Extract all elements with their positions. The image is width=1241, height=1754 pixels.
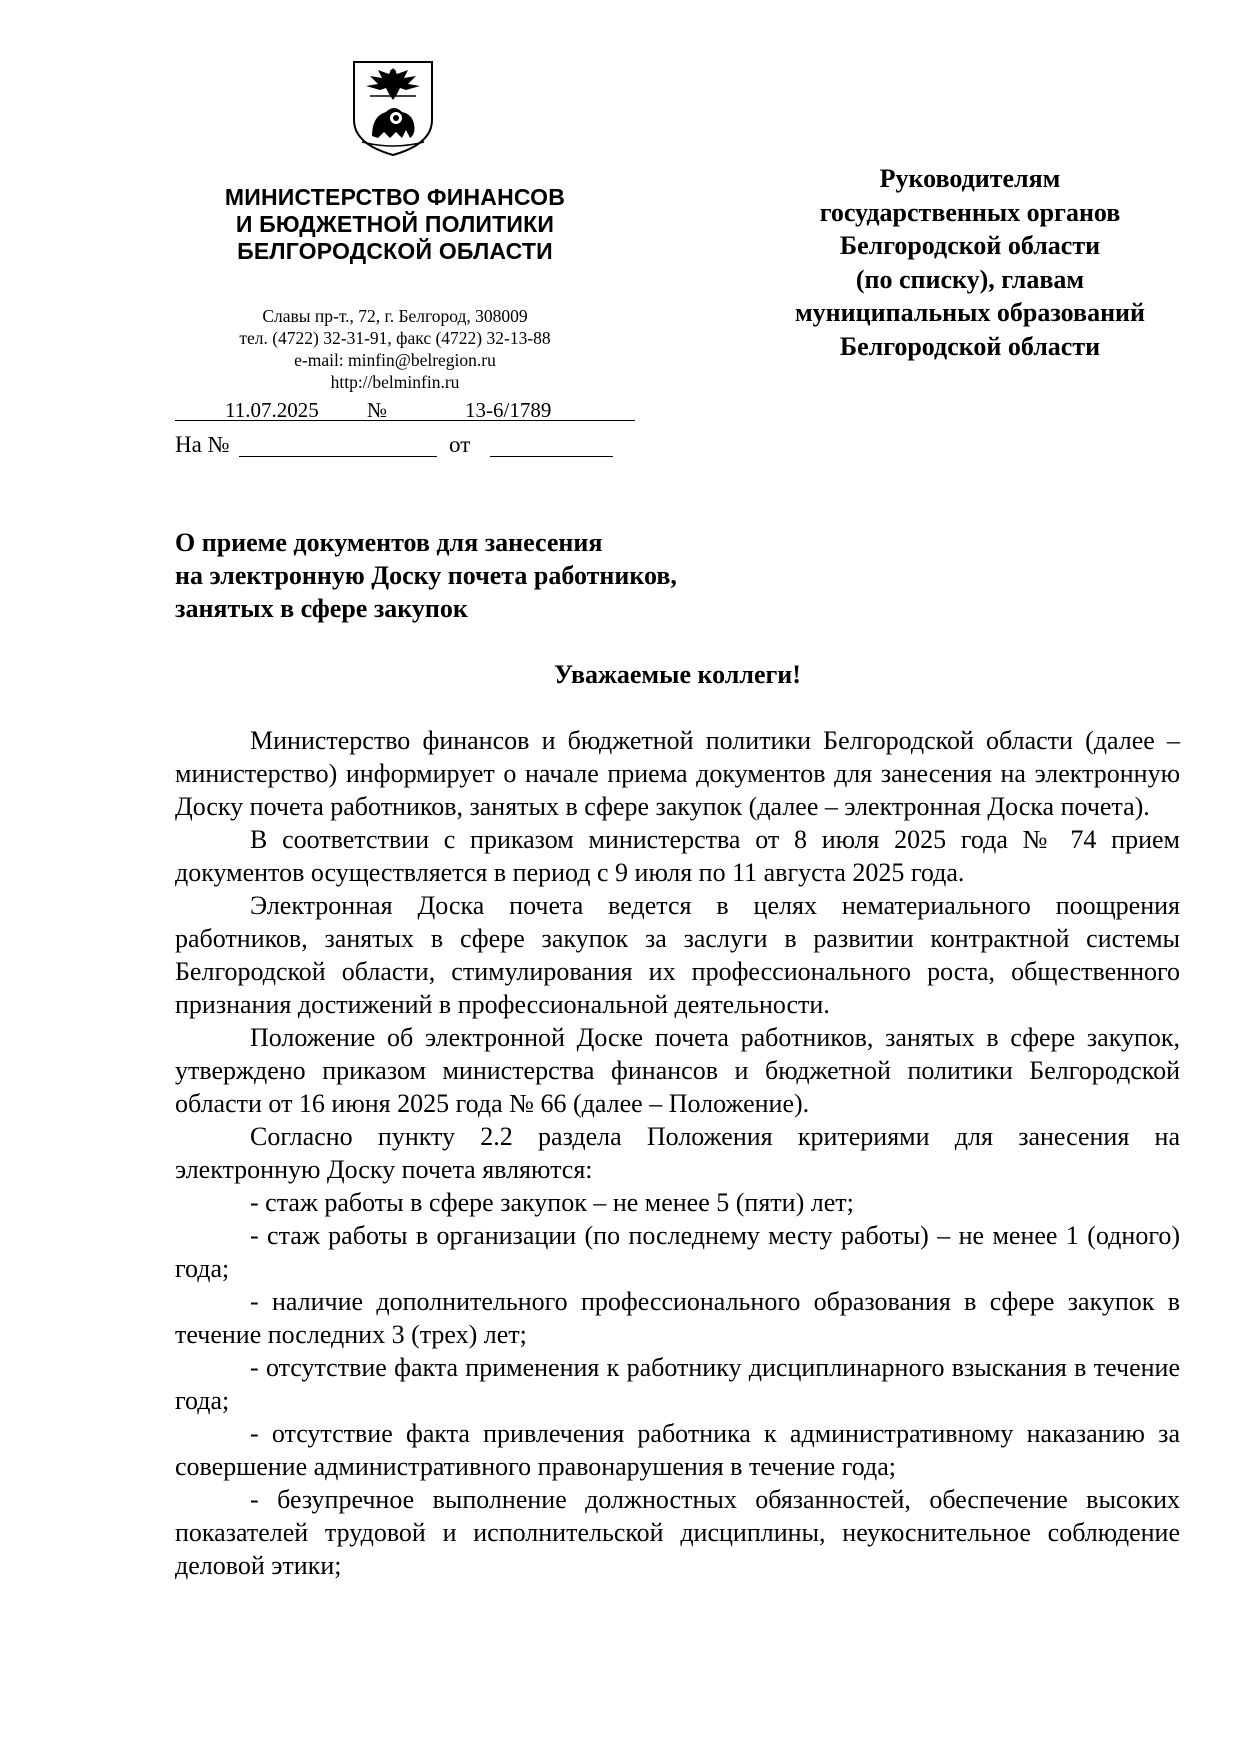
document-date: 11.07.2025 xyxy=(225,398,319,422)
paragraph: Положение об электронной Доске почета работников, занятых в сфере закупок, утверждено приказом министерства финансов и бюджетной политики Белгородской области от 16 июня 2025 года № 66 (далее – Положение). xyxy=(175,1023,1180,1118)
reply-number-label: На № xyxy=(175,432,230,457)
paragraph: Электронная Доска почета ведется в целях нематериального поощрения работников, занятых в сфере закупок за заслуги в развитии контрактной системы Белгородской области, стимулирования их профессионального роста, общественного признания достижений в профессиональной деятельности. xyxy=(175,891,1180,1019)
website: http://belminfin.ru xyxy=(330,372,460,392)
reply-number-blank xyxy=(239,456,437,457)
coat-of-arms-icon xyxy=(350,58,436,158)
document-number: 13-6/1789 xyxy=(465,398,552,422)
phone: тел. (4722) 32-31-91, факс (4722) 32-13-88 xyxy=(239,328,551,348)
criteria-item: - наличие дополнительного профессионального образования в сфере закупок в течение последних 3 (трех) лет; xyxy=(175,1287,1180,1349)
criteria-item: - отсутствие факта применения к работнику дисциплинарного взыскания в течение года; xyxy=(175,1353,1180,1415)
paragraph: В соответствии с приказом министерства от 8 июля 2025 года № 74 прием документов осуществляется в период с 9 июля по 11 августа 2025 года. xyxy=(175,825,1180,887)
reply-date-blank xyxy=(490,456,613,457)
letter-body xyxy=(175,724,1180,1582)
addressee: Руководителям государственных органов Белгородской области (по списку), главам муниципальных образований Белгородской области xyxy=(794,164,1146,361)
address: Славы пр-т., 72, г. Белгород, 308009 xyxy=(262,306,528,326)
reply-reference-line xyxy=(175,432,635,460)
email: e-mail: minfin@belregion.ru xyxy=(294,350,496,370)
contact-block xyxy=(190,305,600,393)
number-sign: № xyxy=(367,398,388,422)
criteria-item: - стаж работы в организации (по последнему месту работы) – не менее 1 (одного) года; xyxy=(175,1221,1180,1283)
subject: О приеме документов для занесения на электронную Доску почета работников, занятых в сфере закупок xyxy=(175,528,677,623)
paragraph: Министерство финансов и бюджетной политики Белгородской области (далее – министерство) информирует о начале приема документов для занесения на электронную Доску почета работников, занятых в сфере закупок (далее – электронная Доска почета). xyxy=(175,726,1180,821)
registration-line xyxy=(175,398,635,424)
criteria-item: - безупречное выполнение должностных обязанностей, обеспечение высоких показателей трудовой и исполнительской дисциплины, неукоснительное соблюдение деловой этики; xyxy=(175,1485,1180,1580)
paragraph: Согласно пункту 2.2 раздела Положения критериями для занесения на электронную Доску почета являются: xyxy=(175,1122,1180,1184)
greeting: Уважаемые коллеги! xyxy=(554,660,801,689)
ministry-name: МИНИСТЕРСТВО ФИНАНСОВ И БЮДЖЕТНОЙ ПОЛИТИКИ БЕЛГОРОДСКОЙ ОБЛАСТИ xyxy=(224,184,566,264)
criteria-item: - отсутствие факта привлечения работника к административному наказанию за совершение административного правонарушения в течение года; xyxy=(175,1419,1180,1481)
criteria-item: - стаж работы в сфере закупок – не менее 5 (пяти) лет; xyxy=(250,1188,854,1217)
reply-from-label: от xyxy=(449,432,471,457)
